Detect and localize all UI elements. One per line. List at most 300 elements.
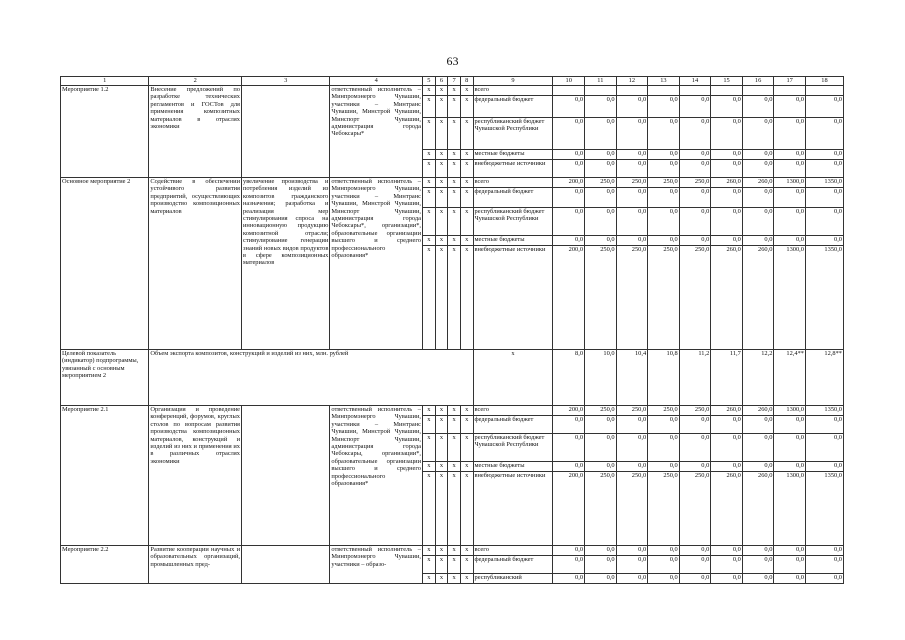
amount-cell: 0,0	[553, 208, 585, 236]
amount-cell: 0,0	[774, 188, 806, 208]
amount-cell: 1350,0	[805, 406, 843, 416]
amount-cell: 0,0	[585, 150, 617, 160]
budget-code-cell: x	[423, 96, 436, 118]
budget-code-cell: x	[435, 546, 448, 556]
amount-cell: 0,0	[805, 188, 843, 208]
column-number: 10	[553, 77, 585, 86]
column-number: 16	[742, 77, 774, 86]
amount-cell: 0,0	[805, 150, 843, 160]
amount-cell: 0,0	[711, 118, 743, 150]
budget-code-cell: x	[460, 556, 473, 574]
funding-source: всего	[473, 86, 553, 96]
column-number: 6	[435, 77, 448, 86]
amount-cell: 0,0	[805, 236, 843, 246]
amount-cell: 0,0	[679, 208, 711, 236]
budget-code-cell: x	[435, 118, 448, 150]
budget-code-cell: x	[448, 546, 461, 556]
amount-cell: 0,0	[679, 236, 711, 246]
funding-source: республиканский	[473, 574, 553, 584]
amount-cell: 250,0	[616, 472, 648, 546]
indicator-x: x	[473, 350, 553, 406]
funding-row	[61, 546, 844, 556]
budget-code-cell: x	[423, 236, 436, 246]
amount-cell: 260,0	[742, 472, 774, 546]
amount-cell: 0,0	[616, 188, 648, 208]
amount-cell: 0,0	[585, 416, 617, 434]
amount-cell: 0,0	[679, 574, 711, 584]
amount-cell: 0,0	[616, 546, 648, 556]
budget-code-cell: x	[460, 188, 473, 208]
amount-cell: 0,0	[742, 150, 774, 160]
page-number: 63	[446, 54, 459, 68]
expected-result	[242, 406, 330, 546]
amount-cell: 0,0	[648, 546, 680, 556]
amount-cell: 1350,0	[805, 472, 843, 546]
column-number: 12	[616, 77, 648, 86]
amount-cell: 250,0	[648, 406, 680, 416]
amount-cell: 0,0	[679, 462, 711, 472]
budget-code-cell: x	[448, 118, 461, 150]
amount-cell: 0,0	[774, 96, 806, 118]
funding-source: федеральный бюджет	[473, 416, 553, 434]
amount-cell: 0,0	[805, 160, 843, 178]
amount-cell: 0,0	[774, 150, 806, 160]
amount-cell: 0,0	[679, 416, 711, 434]
amount-cell: 250,0	[585, 246, 617, 350]
amount-cell: 0,0	[648, 434, 680, 462]
amount-cell: 0,0	[805, 416, 843, 434]
event-description: Развитие кооперации научных и образовательных организаций, промышленных пред-	[149, 546, 242, 584]
amount-cell: 0,0	[774, 416, 806, 434]
amount-cell: 250,0	[648, 246, 680, 350]
amount-cell: 1300,0	[774, 246, 806, 350]
column-number-row	[61, 77, 844, 86]
amount-cell: 0,0	[711, 416, 743, 434]
event-description: Организация и проведение конференций, форумов, круглых столов по вопросам развития производства композиционных материалов, конструкций и изделий из них и применения их в различных отраслях экономики	[149, 406, 242, 546]
budget-code-cell: x	[448, 96, 461, 118]
amount-cell: 0,0	[679, 434, 711, 462]
amount-cell: 0,0	[742, 574, 774, 584]
amount-cell: 0,0	[805, 462, 843, 472]
amount-cell: 0,0	[805, 556, 843, 574]
event-description: Внесение предложений по разработке технических регламентов и ГОСТов для применения композитных материалов в отраслях экономики	[149, 86, 242, 178]
budget-code-cell: x	[423, 86, 436, 96]
funding-source: внебюджетные источники	[473, 246, 553, 350]
column-number: 9	[473, 77, 553, 86]
indicator-label: Целевой показатель (индикатор) подпрограммы, увязанный с основным мероприятием 2	[61, 350, 149, 406]
budget-code-cell: x	[435, 246, 448, 350]
budget-code-cell: x	[460, 434, 473, 462]
amount-cell: 0,0	[711, 462, 743, 472]
amount-cell: 250,0	[585, 406, 617, 416]
amount-cell: 0,0	[553, 188, 585, 208]
expected-result	[242, 546, 330, 584]
amount-cell: 250,0	[616, 246, 648, 350]
amount-cell: 0,0	[742, 416, 774, 434]
amount-cell: 250,0	[679, 178, 711, 188]
amount-cell: 0,0	[553, 434, 585, 462]
amount-cell: 260,0	[742, 246, 774, 350]
amount-cell: 250,0	[616, 178, 648, 188]
budget-code-cell: x	[448, 574, 461, 584]
amount-cell: 200,0	[553, 406, 585, 416]
amount-cell: 0,0	[648, 416, 680, 434]
amount-cell: 0,0	[679, 188, 711, 208]
budget-code-cell: x	[423, 556, 436, 574]
amount-cell: 0,0	[711, 150, 743, 160]
indicator-value: 12,8**	[805, 350, 843, 406]
responsible-executor: ответственный исполнитель – Минпромэнерго Чувашии, участники – Минтранс Чувашии, Минстрой Чувашии, Минспорт Чувашии, администрация города Чебоксары*	[330, 86, 423, 178]
amount-cell: 0,0	[711, 546, 743, 556]
funding-source: республиканский бюджет Чувашской Республики	[473, 118, 553, 150]
funding-source: местные бюджеты	[473, 236, 553, 246]
amount-cell	[553, 86, 585, 96]
amount-cell: 0,0	[711, 556, 743, 574]
budget-code-cell: x	[435, 406, 448, 416]
indicator-value: 8,0	[553, 350, 585, 406]
event-name: Мероприятие 2.2	[61, 546, 149, 584]
budget-code-cell: x	[423, 208, 436, 236]
amount-cell: 0,0	[616, 416, 648, 434]
budget-code-cell: x	[423, 546, 436, 556]
amount-cell: 0,0	[616, 574, 648, 584]
amount-cell: 0,0	[742, 160, 774, 178]
amount-cell: 0,0	[648, 462, 680, 472]
funding-row	[61, 86, 844, 96]
amount-cell: 0,0	[711, 160, 743, 178]
budget-code-cell: x	[435, 416, 448, 434]
budget-code-cell: x	[435, 208, 448, 236]
amount-cell: 0,0	[648, 208, 680, 236]
amount-cell: 0,0	[742, 188, 774, 208]
event-name: Основное мероприятие 2	[61, 178, 149, 350]
budget-code-cell: x	[423, 118, 436, 150]
amount-cell: 0,0	[711, 236, 743, 246]
amount-cell: 1350,0	[805, 246, 843, 350]
funding-source: федеральный бюджет	[473, 96, 553, 118]
budget-code-cell: x	[435, 574, 448, 584]
amount-cell: 200,0	[553, 472, 585, 546]
column-number: 11	[585, 77, 617, 86]
budget-code-cell: x	[423, 188, 436, 208]
funding-source: внебюджетные источники	[473, 160, 553, 178]
amount-cell: 0,0	[585, 96, 617, 118]
amount-cell: 0,0	[616, 150, 648, 160]
amount-cell: 200,0	[553, 178, 585, 188]
column-number: 14	[679, 77, 711, 86]
amount-cell: 260,0	[711, 406, 743, 416]
budget-code-cell: x	[448, 434, 461, 462]
column-number: 8	[460, 77, 473, 86]
responsible-executor: ответственный исполнитель – Минпромэнерго Чувашии, участники – Минтранс Чувашии, Минстрой Чувашии, Минспорт Чувашии, администрация города Чебоксары*, организации*, образовательные организации высшего и среднего профессионального образования*	[330, 178, 423, 350]
amount-cell: 0,0	[679, 118, 711, 150]
amount-cell: 0,0	[774, 556, 806, 574]
amount-cell: 0,0	[742, 118, 774, 150]
amount-cell: 0,0	[742, 546, 774, 556]
amount-cell: 0,0	[774, 160, 806, 178]
funding-source: всего	[473, 546, 553, 556]
amount-cell: 0,0	[648, 574, 680, 584]
amount-cell	[742, 86, 774, 96]
amount-cell: 200,0	[553, 246, 585, 350]
funding-source: всего	[473, 406, 553, 416]
budget-code-cell: x	[435, 150, 448, 160]
amount-cell: 250,0	[679, 472, 711, 546]
budget-code-cell: x	[460, 416, 473, 434]
budget-code-cell: x	[448, 150, 461, 160]
amount-cell: 0,0	[585, 546, 617, 556]
indicator-value: 12,4**	[774, 350, 806, 406]
amount-cell	[774, 86, 806, 96]
amount-cell: 260,0	[711, 246, 743, 350]
budget-code-cell: x	[460, 86, 473, 96]
amount-cell: 0,0	[616, 462, 648, 472]
budget-code-cell: x	[448, 462, 461, 472]
amount-cell: 0,0	[648, 236, 680, 246]
indicator-row	[61, 350, 844, 406]
budget-code-cell: x	[460, 406, 473, 416]
budget-code-cell: x	[448, 246, 461, 350]
budget-code-cell: x	[460, 462, 473, 472]
amount-cell: 0,0	[774, 208, 806, 236]
amount-cell	[679, 86, 711, 96]
responsible-executor: ответственный исполнитель – Минпромэнерго Чувашии, участники – образо-	[330, 546, 423, 584]
amount-cell: 0,0	[553, 574, 585, 584]
amount-cell: 0,0	[585, 118, 617, 150]
amount-cell: 1300,0	[774, 472, 806, 546]
column-number: 15	[711, 77, 743, 86]
amount-cell: 0,0	[711, 434, 743, 462]
budget-code-cell: x	[423, 150, 436, 160]
amount-cell	[616, 86, 648, 96]
funding-row	[61, 178, 844, 188]
responsible-executor: ответственный исполнитель – Минпромэнерго Чувашии, участники – Минтранс Чувашии, Минстрой Чувашии, Минспорт Чувашии, администрация города Чебоксары, организации*, образовательные организации высшего и среднего профессионального образования*	[330, 406, 423, 546]
program-table	[60, 76, 844, 584]
amount-cell: 0,0	[711, 574, 743, 584]
amount-cell: 250,0	[616, 406, 648, 416]
budget-code-cell: x	[435, 236, 448, 246]
budget-code-cell: x	[448, 160, 461, 178]
budget-code-cell: x	[460, 150, 473, 160]
budget-code-cell: x	[448, 86, 461, 96]
budget-code-cell: x	[435, 434, 448, 462]
amount-cell: 250,0	[648, 178, 680, 188]
budget-code-cell: x	[448, 406, 461, 416]
amount-cell: 0,0	[585, 188, 617, 208]
budget-code-cell: x	[435, 86, 448, 96]
budget-code-cell: x	[448, 472, 461, 546]
column-number: 1	[61, 77, 149, 86]
amount-cell	[585, 86, 617, 96]
expected-result	[242, 86, 330, 178]
amount-cell: 0,0	[585, 462, 617, 472]
amount-cell: 0,0	[774, 236, 806, 246]
amount-cell: 0,0	[553, 416, 585, 434]
event-name: Мероприятие 1.2	[61, 86, 149, 178]
amount-cell: 0,0	[585, 434, 617, 462]
amount-cell: 0,0	[616, 236, 648, 246]
budget-code-cell: x	[423, 472, 436, 546]
amount-cell: 250,0	[648, 472, 680, 546]
amount-cell: 0,0	[805, 118, 843, 150]
indicator-value: 10,8	[648, 350, 680, 406]
column-number: 18	[805, 77, 843, 86]
amount-cell: 0,0	[585, 208, 617, 236]
budget-code-cell: x	[460, 118, 473, 150]
amount-cell	[648, 86, 680, 96]
budget-code-cell: x	[423, 462, 436, 472]
amount-cell: 0,0	[805, 546, 843, 556]
amount-cell: 0,0	[616, 208, 648, 236]
budget-code-cell: x	[460, 546, 473, 556]
budget-code-cell: x	[460, 574, 473, 584]
budget-code-cell: x	[435, 178, 448, 188]
budget-code-cell: x	[448, 556, 461, 574]
budget-code-cell: x	[460, 236, 473, 246]
amount-cell: 0,0	[616, 118, 648, 150]
column-number: 17	[774, 77, 806, 86]
amount-cell: 0,0	[805, 208, 843, 236]
budget-code-cell: x	[435, 160, 448, 178]
event-name: Мероприятие 2.1	[61, 406, 149, 546]
budget-code-cell: x	[460, 472, 473, 546]
amount-cell: 0,0	[553, 236, 585, 246]
budget-code-cell: x	[423, 416, 436, 434]
amount-cell: 260,0	[711, 472, 743, 546]
amount-cell: 0,0	[553, 118, 585, 150]
amount-cell: 0,0	[648, 556, 680, 574]
amount-cell: 0,0	[648, 150, 680, 160]
amount-cell: 0,0	[774, 434, 806, 462]
amount-cell: 250,0	[679, 406, 711, 416]
budget-code-cell: x	[423, 246, 436, 350]
indicator-value: 10,0	[585, 350, 617, 406]
amount-cell: 1300,0	[774, 406, 806, 416]
funding-source: федеральный бюджет	[473, 188, 553, 208]
budget-code-cell: x	[435, 462, 448, 472]
budget-code-cell: x	[460, 246, 473, 350]
amount-cell: 0,0	[805, 434, 843, 462]
budget-code-cell: x	[435, 556, 448, 574]
budget-code-cell: x	[448, 178, 461, 188]
amount-cell: 0,0	[616, 434, 648, 462]
amount-cell	[805, 86, 843, 96]
funding-source: республиканский бюджет Чувашской Республики	[473, 434, 553, 462]
amount-cell: 1300,0	[774, 178, 806, 188]
amount-cell: 0,0	[742, 208, 774, 236]
column-number: 13	[648, 77, 680, 86]
budget-code-cell: x	[448, 416, 461, 434]
amount-cell: 0,0	[648, 96, 680, 118]
amount-cell: 0,0	[616, 556, 648, 574]
amount-cell	[711, 86, 743, 96]
amount-cell: 0,0	[648, 118, 680, 150]
budget-code-cell: x	[460, 160, 473, 178]
amount-cell: 0,0	[679, 150, 711, 160]
budget-code-cell: x	[423, 434, 436, 462]
budget-code-cell: x	[423, 406, 436, 416]
amount-cell: 0,0	[585, 556, 617, 574]
budget-code-cell: x	[460, 178, 473, 188]
column-number: 4	[330, 77, 423, 86]
amount-cell: 0,0	[679, 556, 711, 574]
indicator-value: 11,2	[679, 350, 711, 406]
amount-cell: 250,0	[585, 472, 617, 546]
budget-code-cell: x	[435, 96, 448, 118]
amount-cell: 0,0	[774, 574, 806, 584]
amount-cell: 0,0	[679, 160, 711, 178]
indicator-value: 10,4	[616, 350, 648, 406]
amount-cell: 0,0	[742, 236, 774, 246]
column-number: 2	[149, 77, 242, 86]
amount-cell: 0,0	[805, 574, 843, 584]
amount-cell: 250,0	[585, 178, 617, 188]
amount-cell: 0,0	[679, 96, 711, 118]
amount-cell: 0,0	[553, 96, 585, 118]
amount-cell: 0,0	[553, 556, 585, 574]
expected-result: увеличение производства и потребления изделий из композитов гражданского назначения; разработка и реализация мер стимулирования спроса на инновационную продукцию композитной отрасли; стимулирование генерации знаний новых видов продуктов в сфере композиционных материалов	[242, 178, 330, 350]
indicator-value: 11,7	[711, 350, 743, 406]
column-number: 5	[423, 77, 436, 86]
amount-cell: 0,0	[648, 188, 680, 208]
amount-cell: 0,0	[553, 160, 585, 178]
funding-source: внебюджетные источники	[473, 472, 553, 546]
amount-cell: 0,0	[805, 96, 843, 118]
budget-code-cell: x	[460, 208, 473, 236]
amount-cell: 0,0	[774, 118, 806, 150]
funding-row	[61, 406, 844, 416]
amount-cell: 0,0	[742, 556, 774, 574]
budget-code-cell: x	[423, 160, 436, 178]
budget-code-cell: x	[448, 208, 461, 236]
column-number: 3	[242, 77, 330, 86]
funding-source: федеральный бюджет	[473, 556, 553, 574]
indicator-value: 12,2	[742, 350, 774, 406]
budget-code-cell: x	[448, 236, 461, 246]
budget-code-cell: x	[460, 96, 473, 118]
amount-cell: 0,0	[742, 434, 774, 462]
budget-code-cell: x	[423, 178, 436, 188]
amount-cell: 0,0	[553, 462, 585, 472]
column-number: 7	[448, 77, 461, 86]
event-description: Содействие в обеспечении устойчивого развития предприятий, осуществляющих производство композиционных материалов	[149, 178, 242, 350]
amount-cell: 260,0	[742, 406, 774, 416]
amount-cell: 0,0	[774, 546, 806, 556]
amount-cell: 0,0	[585, 160, 617, 178]
amount-cell: 0,0	[553, 150, 585, 160]
amount-cell: 0,0	[616, 96, 648, 118]
amount-cell: 0,0	[711, 188, 743, 208]
funding-source: местные бюджеты	[473, 462, 553, 472]
amount-cell: 0,0	[711, 96, 743, 118]
amount-cell: 0,0	[585, 574, 617, 584]
budget-code-cell: x	[448, 188, 461, 208]
budget-code-cell: x	[435, 188, 448, 208]
funding-source: местные бюджеты	[473, 150, 553, 160]
amount-cell: 0,0	[616, 160, 648, 178]
amount-cell: 0,0	[742, 462, 774, 472]
amount-cell: 0,0	[585, 236, 617, 246]
indicator-text: Объем экспорта композитов, конструкций и изделий из них, млн. рублей	[149, 350, 473, 406]
amount-cell: 260,0	[711, 178, 743, 188]
budget-code-cell: x	[435, 472, 448, 546]
amount-cell: 1350,0	[805, 178, 843, 188]
amount-cell: 0,0	[774, 462, 806, 472]
amount-cell: 0,0	[648, 160, 680, 178]
amount-cell: 260,0	[742, 178, 774, 188]
amount-cell: 0,0	[553, 546, 585, 556]
budget-code-cell: x	[423, 574, 436, 584]
